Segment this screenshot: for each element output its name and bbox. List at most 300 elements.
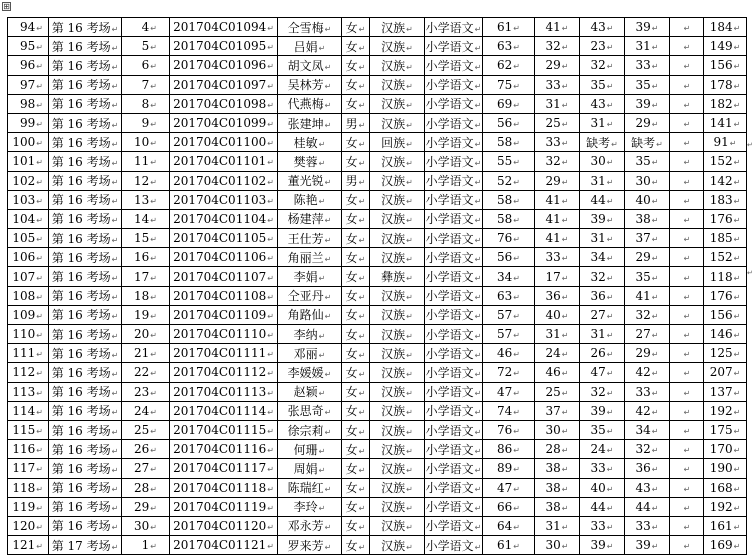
score-1-cell[interactable] xyxy=(483,536,535,555)
score-3-cell[interactable] xyxy=(580,305,625,324)
score-5-cell[interactable] xyxy=(670,75,704,94)
gender-cell[interactable] xyxy=(342,133,370,152)
row-number-cell[interactable] xyxy=(8,229,49,248)
gender-cell[interactable] xyxy=(342,75,370,94)
gender-cell[interactable] xyxy=(342,305,370,324)
score-2-cell[interactable] xyxy=(535,497,580,516)
exam-room-cell[interactable] xyxy=(49,267,122,286)
ethnicity-cell[interactable] xyxy=(370,478,425,497)
ethnicity-cell[interactable] xyxy=(370,56,425,75)
score-3-cell[interactable] xyxy=(580,18,625,37)
admission-id-cell[interactable] xyxy=(170,382,278,401)
score-5-cell[interactable] xyxy=(670,497,704,516)
exam-room-cell[interactable] xyxy=(49,133,122,152)
score-5-cell[interactable] xyxy=(670,325,704,344)
ethnicity-cell[interactable] xyxy=(370,286,425,305)
score-5-cell[interactable] xyxy=(670,459,704,478)
gender-cell[interactable] xyxy=(342,190,370,209)
exam-room-cell[interactable] xyxy=(49,171,122,190)
total-score-cell[interactable] xyxy=(704,401,747,420)
score-1-cell[interactable] xyxy=(483,113,535,132)
total-score-cell[interactable] xyxy=(704,286,747,305)
subject-cell[interactable] xyxy=(425,516,483,535)
score-3-cell[interactable] xyxy=(580,267,625,286)
gender-cell[interactable] xyxy=(342,267,370,286)
gender-cell[interactable] xyxy=(342,459,370,478)
exam-room-cell[interactable] xyxy=(49,459,122,478)
ethnicity-cell[interactable] xyxy=(370,18,425,37)
row-number-cell[interactable] xyxy=(8,401,49,420)
score-2-cell[interactable] xyxy=(535,478,580,497)
score-4-cell[interactable] xyxy=(625,113,670,132)
total-score-cell[interactable] xyxy=(704,190,747,209)
score-2-cell[interactable] xyxy=(535,420,580,439)
gender-cell[interactable] xyxy=(342,478,370,497)
score-5-cell[interactable] xyxy=(670,420,704,439)
candidate-name-cell[interactable] xyxy=(278,401,342,420)
admission-id-cell[interactable] xyxy=(170,401,278,420)
total-score-cell[interactable] xyxy=(704,56,747,75)
row-number-cell[interactable] xyxy=(8,344,49,363)
score-5-cell[interactable] xyxy=(670,133,704,152)
row-number-cell[interactable] xyxy=(8,267,49,286)
candidate-name-cell[interactable] xyxy=(278,94,342,113)
ethnicity-cell[interactable] xyxy=(370,363,425,382)
exam-room-cell[interactable] xyxy=(49,440,122,459)
subject-cell[interactable] xyxy=(425,344,483,363)
row-number-cell[interactable] xyxy=(8,56,49,75)
ethnicity-cell[interactable] xyxy=(370,209,425,228)
total-score-cell[interactable] xyxy=(704,420,747,439)
exam-room-cell[interactable] xyxy=(49,286,122,305)
score-2-cell[interactable] xyxy=(535,344,580,363)
score-2-cell[interactable] xyxy=(535,248,580,267)
admission-id-cell[interactable] xyxy=(170,440,278,459)
score-3-cell[interactable] xyxy=(580,171,625,190)
candidate-name-cell[interactable] xyxy=(278,382,342,401)
admission-id-cell[interactable] xyxy=(170,133,278,152)
ethnicity-cell[interactable] xyxy=(370,516,425,535)
score-2-cell[interactable] xyxy=(535,401,580,420)
score-1-cell[interactable] xyxy=(483,18,535,37)
seat-number-cell[interactable] xyxy=(122,190,170,209)
candidate-name-cell[interactable] xyxy=(278,305,342,324)
gender-cell[interactable] xyxy=(342,229,370,248)
total-score-cell[interactable] xyxy=(704,363,747,382)
total-score-cell[interactable] xyxy=(704,229,747,248)
score-4-cell[interactable] xyxy=(625,286,670,305)
score-3-cell[interactable] xyxy=(580,190,625,209)
score-5-cell[interactable] xyxy=(670,209,704,228)
seat-number-cell[interactable] xyxy=(122,56,170,75)
admission-id-cell[interactable] xyxy=(170,209,278,228)
score-4-cell[interactable] xyxy=(625,171,670,190)
score-1-cell[interactable] xyxy=(483,75,535,94)
score-3-cell[interactable] xyxy=(580,94,625,113)
admission-id-cell[interactable] xyxy=(170,37,278,56)
subject-cell[interactable] xyxy=(425,209,483,228)
score-3-cell[interactable] xyxy=(580,420,625,439)
score-4-cell[interactable] xyxy=(625,267,670,286)
total-score-cell[interactable] xyxy=(704,18,747,37)
score-3-cell[interactable] xyxy=(580,344,625,363)
total-score-cell[interactable] xyxy=(704,152,747,171)
admission-id-cell[interactable] xyxy=(170,152,278,171)
exam-room-cell[interactable] xyxy=(49,325,122,344)
score-5-cell[interactable] xyxy=(670,363,704,382)
seat-number-cell[interactable] xyxy=(122,382,170,401)
ethnicity-cell[interactable] xyxy=(370,459,425,478)
score-1-cell[interactable] xyxy=(483,305,535,324)
exam-room-cell[interactable] xyxy=(49,75,122,94)
row-number-cell[interactable] xyxy=(8,190,49,209)
score-5-cell[interactable] xyxy=(670,18,704,37)
score-5-cell[interactable] xyxy=(670,382,704,401)
score-3-cell[interactable] xyxy=(580,209,625,228)
score-3-cell[interactable] xyxy=(580,536,625,555)
score-5-cell[interactable] xyxy=(670,94,704,113)
total-score-cell[interactable] xyxy=(704,209,747,228)
ethnicity-cell[interactable] xyxy=(370,133,425,152)
row-number-cell[interactable] xyxy=(8,325,49,344)
total-score-cell[interactable] xyxy=(704,248,747,267)
gender-cell[interactable] xyxy=(342,248,370,267)
seat-number-cell[interactable] xyxy=(122,305,170,324)
score-1-cell[interactable] xyxy=(483,209,535,228)
ethnicity-cell[interactable] xyxy=(370,401,425,420)
subject-cell[interactable] xyxy=(425,401,483,420)
score-2-cell[interactable] xyxy=(535,152,580,171)
score-5-cell[interactable] xyxy=(670,171,704,190)
score-1-cell[interactable] xyxy=(483,401,535,420)
score-1-cell[interactable] xyxy=(483,267,535,286)
candidate-name-cell[interactable] xyxy=(278,75,342,94)
score-3-cell[interactable] xyxy=(580,459,625,478)
candidate-name-cell[interactable] xyxy=(278,37,342,56)
seat-number-cell[interactable] xyxy=(122,536,170,555)
score-1-cell[interactable] xyxy=(483,190,535,209)
score-4-cell[interactable] xyxy=(625,363,670,382)
gender-cell[interactable] xyxy=(342,18,370,37)
seat-number-cell[interactable] xyxy=(122,75,170,94)
candidate-name-cell[interactable] xyxy=(278,420,342,439)
seat-number-cell[interactable] xyxy=(122,229,170,248)
score-5-cell[interactable] xyxy=(670,536,704,555)
subject-cell[interactable] xyxy=(425,152,483,171)
exam-room-cell[interactable] xyxy=(49,401,122,420)
subject-cell[interactable] xyxy=(425,267,483,286)
score-5-cell[interactable] xyxy=(670,229,704,248)
ethnicity-cell[interactable] xyxy=(370,94,425,113)
score-1-cell[interactable] xyxy=(483,152,535,171)
subject-cell[interactable] xyxy=(425,171,483,190)
score-2-cell[interactable] xyxy=(535,133,580,152)
admission-id-cell[interactable] xyxy=(170,497,278,516)
score-4-cell[interactable] xyxy=(625,229,670,248)
gender-cell[interactable] xyxy=(342,325,370,344)
score-5-cell[interactable] xyxy=(670,516,704,535)
score-1-cell[interactable] xyxy=(483,497,535,516)
gender-cell[interactable] xyxy=(342,516,370,535)
score-4-cell[interactable] xyxy=(625,152,670,171)
gender-cell[interactable] xyxy=(342,94,370,113)
seat-number-cell[interactable] xyxy=(122,152,170,171)
score-5-cell[interactable] xyxy=(670,248,704,267)
candidate-name-cell[interactable] xyxy=(278,497,342,516)
row-number-cell[interactable] xyxy=(8,497,49,516)
score-3-cell[interactable] xyxy=(580,286,625,305)
ethnicity-cell[interactable] xyxy=(370,497,425,516)
score-2-cell[interactable] xyxy=(535,516,580,535)
score-2-cell[interactable] xyxy=(535,305,580,324)
row-number-cell[interactable] xyxy=(8,133,49,152)
score-4-cell[interactable] xyxy=(625,344,670,363)
score-1-cell[interactable] xyxy=(483,229,535,248)
total-score-cell[interactable] xyxy=(704,37,747,56)
candidate-name-cell[interactable] xyxy=(278,325,342,344)
score-2-cell[interactable] xyxy=(535,18,580,37)
gender-cell[interactable] xyxy=(342,209,370,228)
score-3-cell[interactable] xyxy=(580,152,625,171)
gender-cell[interactable] xyxy=(342,497,370,516)
total-score-cell[interactable] xyxy=(704,516,747,535)
score-4-cell[interactable] xyxy=(625,305,670,324)
row-number-cell[interactable] xyxy=(8,305,49,324)
score-2-cell[interactable] xyxy=(535,325,580,344)
subject-cell[interactable] xyxy=(425,286,483,305)
ethnicity-cell[interactable] xyxy=(370,113,425,132)
row-number-cell[interactable] xyxy=(8,516,49,535)
score-2-cell[interactable] xyxy=(535,75,580,94)
row-number-cell[interactable] xyxy=(8,113,49,132)
score-5-cell[interactable] xyxy=(670,401,704,420)
exam-room-cell[interactable] xyxy=(49,363,122,382)
admission-id-cell[interactable] xyxy=(170,516,278,535)
admission-id-cell[interactable] xyxy=(170,267,278,286)
row-number-cell[interactable] xyxy=(8,18,49,37)
score-2-cell[interactable] xyxy=(535,286,580,305)
score-3-cell[interactable] xyxy=(580,363,625,382)
score-5-cell[interactable] xyxy=(670,113,704,132)
candidate-name-cell[interactable] xyxy=(278,229,342,248)
seat-number-cell[interactable] xyxy=(122,344,170,363)
score-1-cell[interactable] xyxy=(483,94,535,113)
ethnicity-cell[interactable] xyxy=(370,229,425,248)
score-4-cell[interactable] xyxy=(625,420,670,439)
score-4-cell[interactable] xyxy=(625,133,670,152)
gender-cell[interactable] xyxy=(342,152,370,171)
gender-cell[interactable] xyxy=(342,56,370,75)
score-2-cell[interactable] xyxy=(535,229,580,248)
gender-cell[interactable] xyxy=(342,344,370,363)
candidate-name-cell[interactable] xyxy=(278,363,342,382)
ethnicity-cell[interactable] xyxy=(370,37,425,56)
score-2-cell[interactable] xyxy=(535,56,580,75)
subject-cell[interactable] xyxy=(425,325,483,344)
exam-room-cell[interactable] xyxy=(49,305,122,324)
candidate-name-cell[interactable] xyxy=(278,344,342,363)
ethnicity-cell[interactable] xyxy=(370,190,425,209)
exam-room-cell[interactable] xyxy=(49,18,122,37)
score-3-cell[interactable] xyxy=(580,113,625,132)
row-number-cell[interactable] xyxy=(8,152,49,171)
candidate-name-cell[interactable] xyxy=(278,286,342,305)
score-4-cell[interactable] xyxy=(625,75,670,94)
score-2-cell[interactable] xyxy=(535,209,580,228)
seat-number-cell[interactable] xyxy=(122,113,170,132)
total-score-cell[interactable] xyxy=(704,94,747,113)
score-1-cell[interactable] xyxy=(483,248,535,267)
exam-room-cell[interactable] xyxy=(49,420,122,439)
score-3-cell[interactable] xyxy=(580,37,625,56)
score-2-cell[interactable] xyxy=(535,94,580,113)
total-score-cell[interactable] xyxy=(704,440,747,459)
row-number-cell[interactable] xyxy=(8,209,49,228)
admission-id-cell[interactable] xyxy=(170,75,278,94)
subject-cell[interactable] xyxy=(425,382,483,401)
row-number-cell[interactable] xyxy=(8,94,49,113)
exam-room-cell[interactable] xyxy=(49,56,122,75)
exam-room-cell[interactable] xyxy=(49,478,122,497)
seat-number-cell[interactable] xyxy=(122,133,170,152)
exam-room-cell[interactable] xyxy=(49,497,122,516)
score-5-cell[interactable] xyxy=(670,286,704,305)
score-1-cell[interactable] xyxy=(483,459,535,478)
score-3-cell[interactable] xyxy=(580,229,625,248)
seat-number-cell[interactable] xyxy=(122,18,170,37)
exam-room-cell[interactable] xyxy=(49,190,122,209)
score-4-cell[interactable] xyxy=(625,536,670,555)
admission-id-cell[interactable] xyxy=(170,248,278,267)
total-score-cell[interactable] xyxy=(704,325,747,344)
row-number-cell[interactable] xyxy=(8,382,49,401)
seat-number-cell[interactable] xyxy=(122,516,170,535)
score-1-cell[interactable] xyxy=(483,56,535,75)
score-4-cell[interactable] xyxy=(625,190,670,209)
gender-cell[interactable] xyxy=(342,363,370,382)
row-number-cell[interactable] xyxy=(8,420,49,439)
score-1-cell[interactable] xyxy=(483,382,535,401)
row-number-cell[interactable] xyxy=(8,363,49,382)
score-3-cell[interactable] xyxy=(580,440,625,459)
subject-cell[interactable] xyxy=(425,113,483,132)
row-number-cell[interactable] xyxy=(8,75,49,94)
gender-cell[interactable] xyxy=(342,401,370,420)
total-score-cell[interactable] xyxy=(704,382,747,401)
score-2-cell[interactable] xyxy=(535,440,580,459)
score-4-cell[interactable] xyxy=(625,459,670,478)
total-score-cell[interactable] xyxy=(704,133,747,152)
candidate-name-cell[interactable] xyxy=(278,478,342,497)
score-2-cell[interactable] xyxy=(535,113,580,132)
total-score-cell[interactable] xyxy=(704,497,747,516)
score-4-cell[interactable] xyxy=(625,94,670,113)
admission-id-cell[interactable] xyxy=(170,190,278,209)
candidate-name-cell[interactable] xyxy=(278,18,342,37)
subject-cell[interactable] xyxy=(425,75,483,94)
total-score-cell[interactable] xyxy=(704,478,747,497)
row-number-cell[interactable] xyxy=(8,536,49,555)
score-4-cell[interactable] xyxy=(625,478,670,497)
score-1-cell[interactable] xyxy=(483,478,535,497)
score-4-cell[interactable] xyxy=(625,325,670,344)
seat-number-cell[interactable] xyxy=(122,37,170,56)
total-score-cell[interactable] xyxy=(704,344,747,363)
admission-id-cell[interactable] xyxy=(170,56,278,75)
seat-number-cell[interactable] xyxy=(122,325,170,344)
score-4-cell[interactable] xyxy=(625,56,670,75)
seat-number-cell[interactable] xyxy=(122,363,170,382)
score-1-cell[interactable] xyxy=(483,286,535,305)
seat-number-cell[interactable] xyxy=(122,497,170,516)
admission-id-cell[interactable] xyxy=(170,305,278,324)
subject-cell[interactable] xyxy=(425,56,483,75)
seat-number-cell[interactable] xyxy=(122,420,170,439)
score-2-cell[interactable] xyxy=(535,267,580,286)
ethnicity-cell[interactable] xyxy=(370,152,425,171)
exam-room-cell[interactable] xyxy=(49,536,122,555)
row-number-cell[interactable] xyxy=(8,459,49,478)
candidate-name-cell[interactable] xyxy=(278,113,342,132)
total-score-cell[interactable] xyxy=(704,113,747,132)
gender-cell[interactable] xyxy=(342,382,370,401)
score-5-cell[interactable] xyxy=(670,267,704,286)
exam-room-cell[interactable] xyxy=(49,37,122,56)
seat-number-cell[interactable] xyxy=(122,286,170,305)
total-score-cell[interactable] xyxy=(704,75,747,94)
score-1-cell[interactable] xyxy=(483,171,535,190)
admission-id-cell[interactable] xyxy=(170,459,278,478)
score-3-cell[interactable] xyxy=(580,401,625,420)
total-score-cell[interactable] xyxy=(704,305,747,324)
ethnicity-cell[interactable] xyxy=(370,267,425,286)
seat-number-cell[interactable] xyxy=(122,267,170,286)
ethnicity-cell[interactable] xyxy=(370,344,425,363)
seat-number-cell[interactable] xyxy=(122,478,170,497)
subject-cell[interactable] xyxy=(425,94,483,113)
admission-id-cell[interactable] xyxy=(170,478,278,497)
candidate-name-cell[interactable] xyxy=(278,516,342,535)
exam-room-cell[interactable] xyxy=(49,94,122,113)
score-2-cell[interactable] xyxy=(535,363,580,382)
score-1-cell[interactable] xyxy=(483,37,535,56)
score-4-cell[interactable] xyxy=(625,440,670,459)
score-4-cell[interactable] xyxy=(625,37,670,56)
exam-room-cell[interactable] xyxy=(49,152,122,171)
ethnicity-cell[interactable] xyxy=(370,382,425,401)
exam-room-cell[interactable] xyxy=(49,344,122,363)
admission-id-cell[interactable] xyxy=(170,18,278,37)
admission-id-cell[interactable] xyxy=(170,344,278,363)
gender-cell[interactable] xyxy=(342,37,370,56)
score-2-cell[interactable] xyxy=(535,459,580,478)
subject-cell[interactable] xyxy=(425,18,483,37)
exam-room-cell[interactable] xyxy=(49,113,122,132)
row-number-cell[interactable] xyxy=(8,440,49,459)
candidate-name-cell[interactable] xyxy=(278,536,342,555)
score-4-cell[interactable] xyxy=(625,516,670,535)
admission-id-cell[interactable] xyxy=(170,286,278,305)
subject-cell[interactable] xyxy=(425,536,483,555)
score-5-cell[interactable] xyxy=(670,305,704,324)
candidate-name-cell[interactable] xyxy=(278,440,342,459)
ethnicity-cell[interactable] xyxy=(370,325,425,344)
score-1-cell[interactable] xyxy=(483,325,535,344)
score-5-cell[interactable] xyxy=(670,478,704,497)
subject-cell[interactable] xyxy=(425,420,483,439)
subject-cell[interactable] xyxy=(425,440,483,459)
subject-cell[interactable] xyxy=(425,229,483,248)
